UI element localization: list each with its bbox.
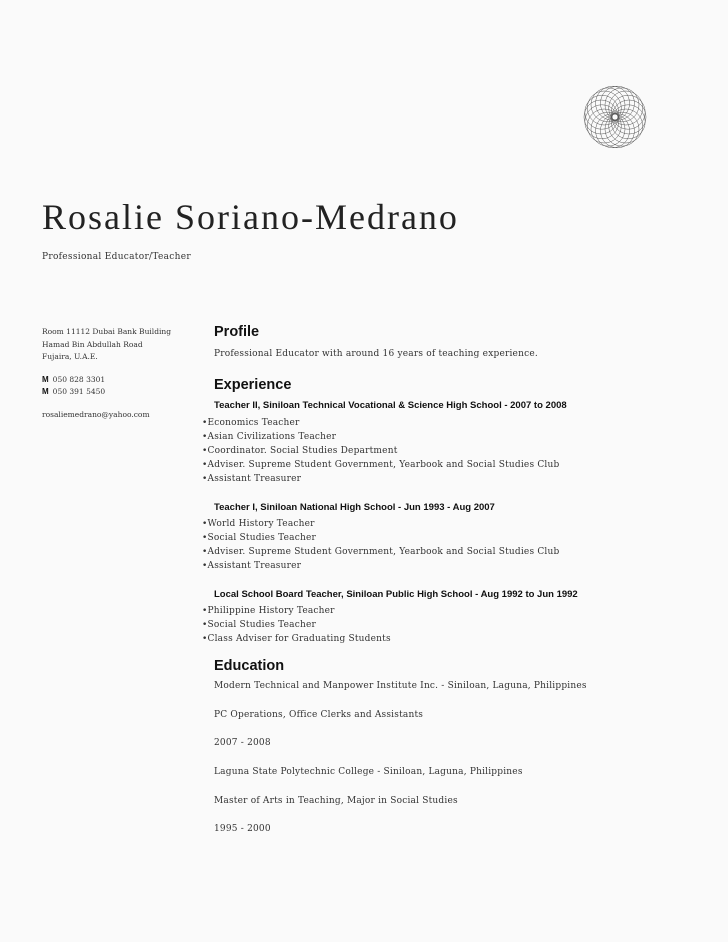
duty-item <box>202 604 391 618</box>
duty-text: Social Studies Teacher <box>207 533 317 543</box>
duty-item <box>202 559 559 573</box>
duty-text: Adviser. Supreme Student Government, Yearbook and Social Studies Club <box>207 547 560 557</box>
bullet-icon: • <box>202 561 208 571</box>
duty-text: Philippine History Teacher <box>207 606 335 616</box>
duty-item <box>202 444 559 458</box>
bullet-icon: • <box>202 634 208 644</box>
duty-text: Asian Civilizations Teacher <box>207 432 337 442</box>
education-line: Modern Technical and Manpower Institute Inc. - Siniloan, Laguna, Philippines <box>214 681 587 691</box>
duty-item <box>202 517 559 531</box>
experience-heading: Experience <box>214 377 292 393</box>
duty-item <box>202 531 559 545</box>
education-line: Master of Arts in Teaching, Major in Social Studies <box>214 795 458 806</box>
contact-sidebar <box>42 326 192 421</box>
duty-text: Coordinator. Social Studies Department <box>207 446 398 456</box>
job-title: Teacher II, Siniloan Technical Vocational & Science High School - 2007 to 2008 <box>214 400 567 411</box>
phone-line <box>42 374 192 387</box>
phone-line <box>42 386 192 399</box>
duty-text: Class Adviser for Graduating Students <box>207 634 391 644</box>
duty-item <box>202 545 559 559</box>
education-line: PC Operations, Office Clerks and Assistants <box>214 709 424 720</box>
job-title: Teacher I, Siniloan National High School - Jun 1993 - Aug 2007 <box>214 502 495 513</box>
duty-text: Economics Teacher <box>207 418 300 428</box>
email-link[interactable]: rosaliemedrano@yahoo.com <box>42 409 150 419</box>
address-line: Hamad Bin Abdullah Road <box>42 339 143 349</box>
job-duties-list <box>202 517 559 573</box>
spirograph-logo-icon <box>580 82 650 152</box>
phone-label: M <box>42 374 49 384</box>
duty-item <box>202 416 559 430</box>
bullet-icon: • <box>202 606 208 616</box>
duty-text: Adviser. Supreme Student Government, Yearbook and Social Studies Club <box>207 460 560 470</box>
duty-item <box>202 458 559 472</box>
bullet-icon: • <box>202 460 208 470</box>
profile-heading: Profile <box>214 324 260 340</box>
profile-text: Professional Educator with around 16 years of teaching experience. <box>214 349 538 359</box>
education-line: Laguna State Polytechnic College - Siniloan, Laguna, Philippines <box>214 767 523 778</box>
job-duties-list <box>202 416 559 486</box>
phone-number: 050 828 3301 <box>52 374 106 384</box>
bullet-icon: • <box>202 620 208 630</box>
education-heading: Education <box>214 658 285 674</box>
duty-text: Assistant Treasurer <box>207 474 302 484</box>
bullet-icon: • <box>202 547 208 557</box>
bullet-icon: • <box>202 533 208 543</box>
duty-text: World History Teacher <box>207 519 315 529</box>
job-title: Local School Board Teacher, Siniloan Public High School - Aug 1992 to Jun 1992 <box>214 589 578 600</box>
phone-number: 050 391 5450 <box>52 387 106 396</box>
address-line: Fujaira, U.A.E. <box>42 352 98 361</box>
duty-text: Social Studies Teacher <box>207 620 317 630</box>
duty-text: Assistant Treasurer <box>207 561 302 571</box>
duty-item <box>202 430 559 444</box>
bullet-icon: • <box>202 432 208 442</box>
education-list <box>214 679 587 851</box>
candidate-title: Professional Educator/Teacher <box>42 252 191 262</box>
job-duties-list <box>202 604 391 646</box>
phone-label: M <box>42 387 49 396</box>
bullet-icon: • <box>202 474 208 484</box>
education-line: 1995 - 2000 <box>214 824 271 835</box>
bullet-icon: • <box>202 418 208 428</box>
duty-item <box>202 632 391 646</box>
bullet-icon: • <box>202 446 208 456</box>
candidate-name: Rosalie Soriano-Medrano <box>42 197 459 237</box>
education-line: 2007 - 2008 <box>214 738 271 749</box>
address-line: Room 11112 Dubai Bank Building <box>42 327 172 336</box>
duty-item <box>202 618 391 632</box>
bullet-icon: • <box>202 519 208 529</box>
duty-item <box>202 472 559 486</box>
